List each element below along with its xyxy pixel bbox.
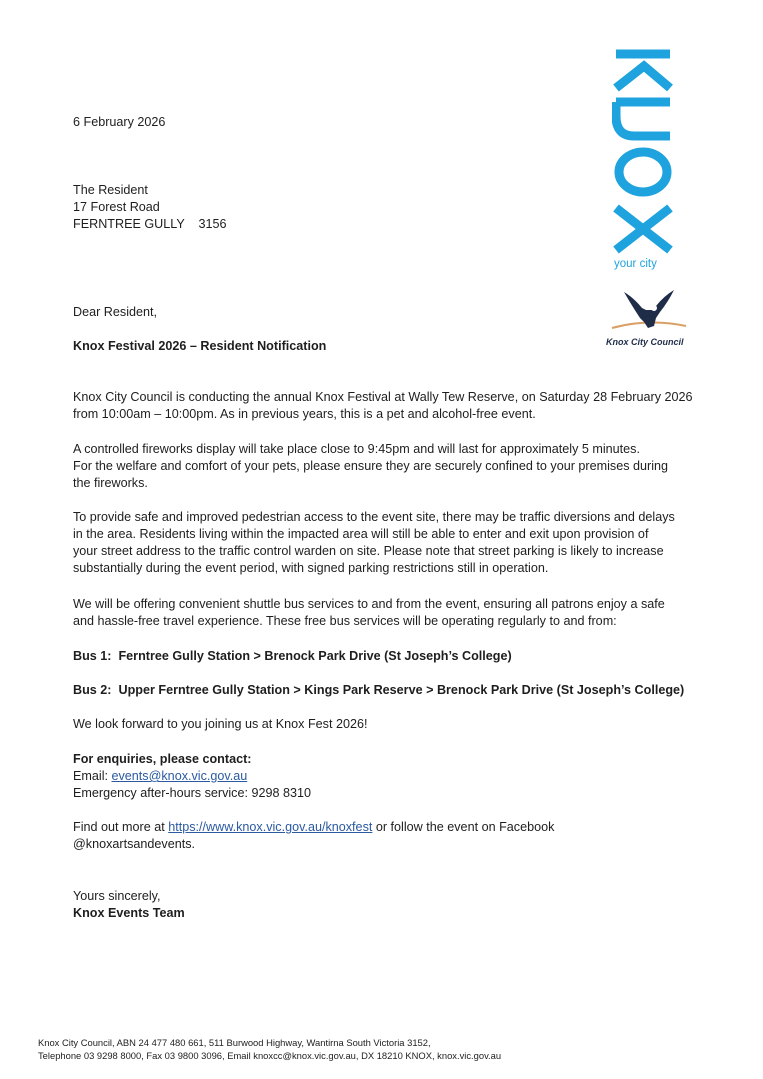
paragraph-line: your street address to the traffic control warden on site. Please note that street parking is likely to increase [73,544,664,558]
facebook-handle: @knoxartsandevents. [73,837,195,851]
paragraph-line: substantially during the event period, with signed parking restrictions still in operation. [73,561,549,575]
paragraph-line: the fireworks. [73,476,148,490]
knox-wordmark-logo [612,44,674,256]
letter-date: 6 February 2026 [73,115,166,129]
recipient-name: The Resident [73,183,148,197]
paragraph-line: A controlled fireworks display will take place close to 9:45pm and will last for approximately 5 minutes. [73,442,640,456]
paragraph-line: in the area. Residents living within the impacted area will still be able to enter and exit upon provision of [73,527,649,541]
paragraph-fireworks [73,441,713,492]
salutation: Dear Resident, [73,305,157,319]
bus-route-1: Bus 1: Ferntree Gully Station > Brenock Park Drive (St Joseph’s College) [73,649,512,663]
signoff: Yours sincerely, [73,889,161,903]
footer-line-1: Knox City Council, ABN 24 477 480 661, 511 Burwood Highway, Wantirna South Victoria 3152, [38,1037,431,1048]
signature: Knox Events Team [73,906,185,920]
more-info-line [73,819,554,836]
recipient-street: 17 Forest Road [73,200,160,214]
email-link[interactable]: events@knox.vic.gov.au [111,769,248,783]
recipient-suburb: FERNTREE GULLY 3156 [73,217,227,231]
enquiries-email-line [73,768,247,785]
tagline: your city [614,258,657,270]
bus-route-2: Bus 2: Upper Ferntree Gully Station > Kings Park Reserve > Brenock Park Drive (St Joseph’s College) [73,683,685,697]
paragraph-line: To provide safe and improved pedestrian access to the event site, there may be traffic diversions and delays [73,510,675,524]
council-name-label: Knox City Council [606,337,684,347]
paragraph-line: We will be offering convenient shuttle bus services to and from the event, ensuring all patrons enjoy a safe [73,597,665,611]
paragraph-event-details [73,389,713,423]
paragraph-line: Knox City Council is conducting the annual Knox Festival at Wally Tew Reserve, on Saturday 28 February 2026 [73,390,693,404]
subject-heading: Knox Festival 2026 – Resident Notification [73,339,327,353]
footer-line-2: Telephone 03 9298 8000, Fax 03 9800 3096, Email knoxcc@knox.vic.gov.au, DX 18210 KNOX, knox.vic.gov.au [38,1050,502,1061]
eagle-crest-icon [604,288,694,338]
paragraph-traffic [73,509,713,577]
closing-line: We look forward to you joining us at Knox Fest 2026! [73,717,368,731]
paragraph-shuttle [73,596,713,630]
paragraph-line: from 10:00am – 10:00pm. As in previous years, this is a pet and alcohol-free event. [73,407,536,421]
paragraph-line: and hassle-free travel experience. These free bus services will be operating regularly to and from: [73,614,617,628]
email-label: Email: [73,769,112,783]
knoxfest-website-link[interactable]: https://www.knox.vic.gov.au/knoxfest [168,820,373,834]
paragraph-line: For the welfare and comfort of your pets, please ensure they are securely confined to your premises during [73,459,669,473]
enquiries-heading: For enquiries, please contact: [73,752,252,766]
more-info-suffix: or follow the event on Facebook [372,820,555,834]
emergency-line: Emergency after-hours service: 9298 8310 [73,786,312,800]
more-info-prefix: Find out more at [73,820,169,834]
